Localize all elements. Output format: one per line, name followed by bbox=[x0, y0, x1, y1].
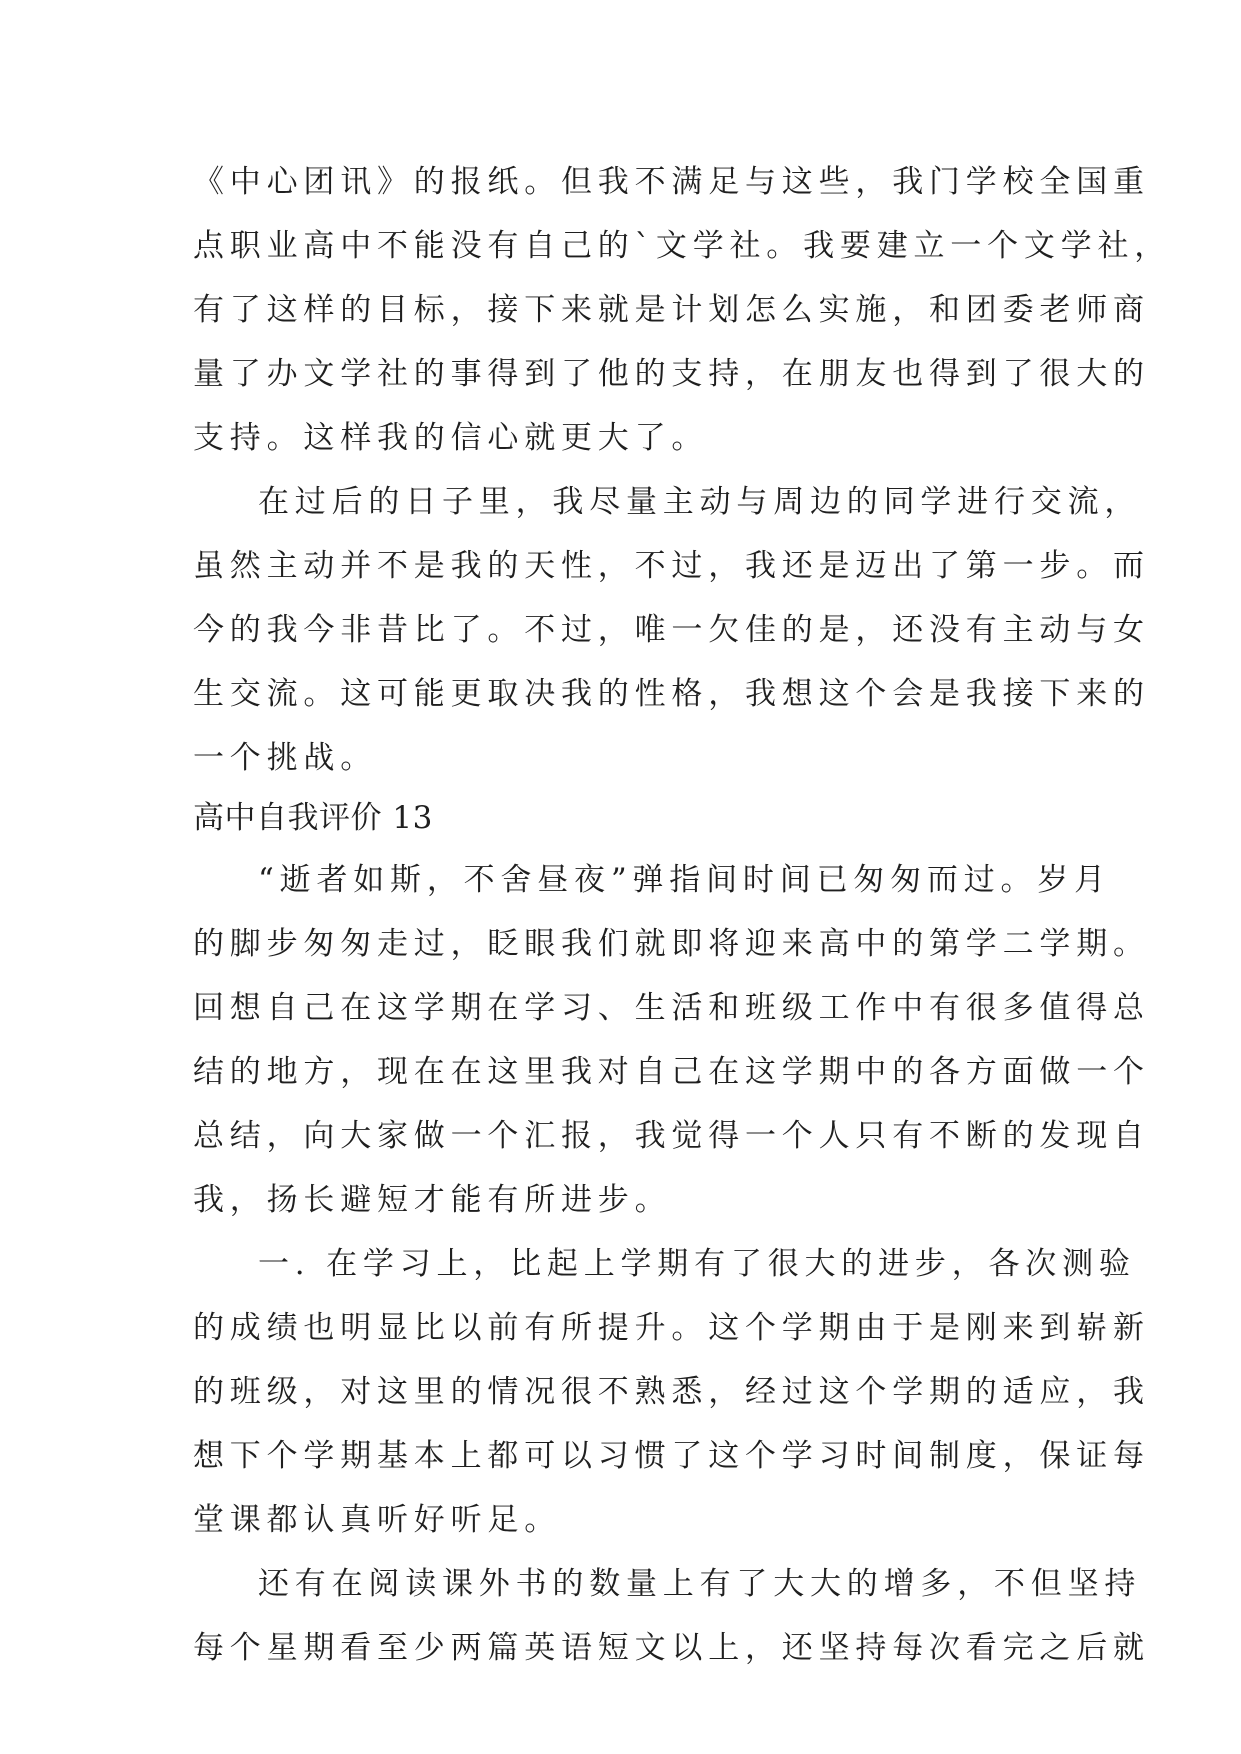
text-line: 还有在阅读课外书的数量上有了大大的增多，不但坚持 bbox=[258, 1566, 1142, 1602]
text-line: 《中心团讯》的报纸。但我不满足与这些，我门学校全国重 bbox=[193, 164, 1150, 200]
text-line: 的成绩也明显比以前有所提升。这个学期由于是刚来到崭新 bbox=[193, 1310, 1150, 1346]
text-line: 结的地方，现在在这里我对自己在这学期中的各方面做一个 bbox=[193, 1054, 1150, 1090]
text-line: 堂课都认真听好听足。 bbox=[193, 1502, 561, 1538]
text-line: 有了这样的目标，接下来就是计划怎么实施，和团委老师商 bbox=[193, 292, 1150, 328]
text-line: 点职业高中不能没有自己的`文学社。我要建立一个文学社， bbox=[193, 228, 1172, 264]
text-line: 的脚步匆匆走过，眨眼我们就即将迎来高中的第学二学期。 bbox=[193, 926, 1150, 962]
text-line: 生交流。这可能更取决我的性格，我想这个会是我接下来的 bbox=[193, 676, 1150, 712]
text-line: 支持。这样我的信心就更大了。 bbox=[193, 420, 709, 456]
text-line: 我，扬长避短才能有所进步。 bbox=[193, 1182, 672, 1218]
text-line: 一. 在学习上，比起上学期有了很大的进步，各次测验 bbox=[258, 1246, 1136, 1282]
text-line: 量了办文学社的事得到了他的支持，在朋友也得到了很大的 bbox=[193, 356, 1150, 392]
text-line: 每个星期看至少两篇英语短文以上，还坚持每次看完之后就 bbox=[193, 1630, 1150, 1666]
text-line: 一个挑战。 bbox=[193, 740, 377, 776]
text-line: 回想自己在这学期在学习、生活和班级工作中有很多值得总 bbox=[193, 990, 1150, 1026]
section-heading: 高中自我评价 13 bbox=[193, 800, 433, 836]
text-line: 的班级，对这里的情况很不熟悉，经过这个学期的适应，我 bbox=[193, 1374, 1150, 1410]
text-line: 在过后的日子里，我尽量主动与周边的同学进行交流， bbox=[258, 484, 1142, 520]
text-line: 想下个学期基本上都可以习惯了这个学习时间制度，保证每 bbox=[193, 1438, 1150, 1474]
text-line: 今的我今非昔比了。不过，唯一欠佳的是，还没有主动与女 bbox=[193, 612, 1150, 648]
text-line: 虽然主动并不是我的天性，不过，我还是迈出了第一步。而 bbox=[193, 548, 1150, 584]
text-line: “逝者如斯，不舍昼夜”弹指间时间已匆匆而过。岁月 bbox=[258, 862, 1111, 898]
text-line: 总结，向大家做一个汇报，我觉得一个人只有不断的发现自 bbox=[193, 1118, 1150, 1154]
